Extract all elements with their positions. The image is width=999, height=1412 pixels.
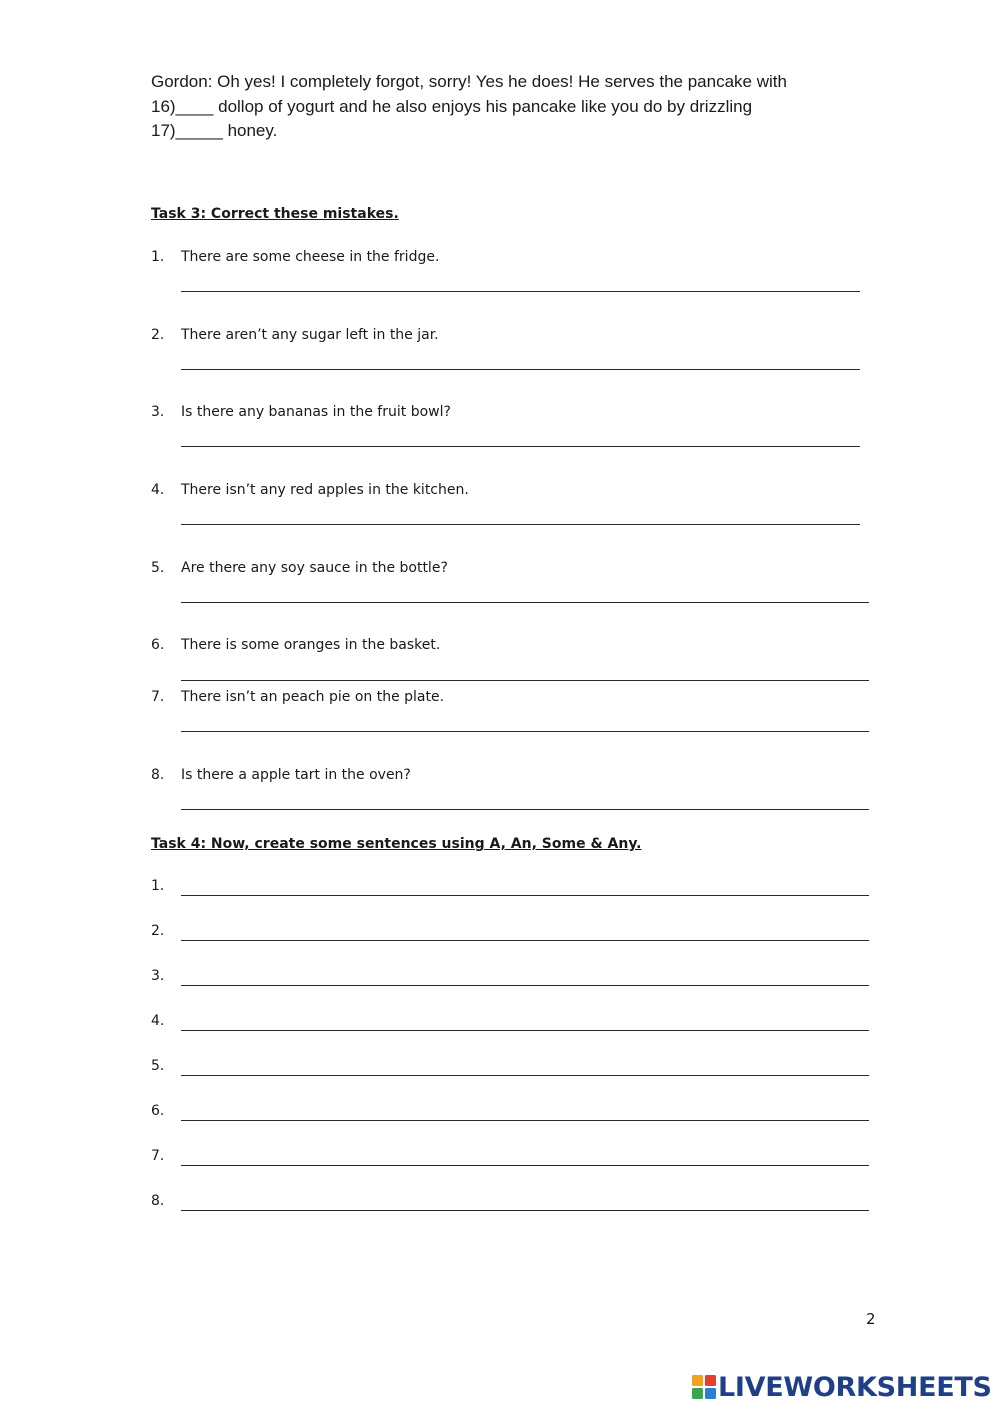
- logo-square-2: [705, 1375, 716, 1386]
- task3-item-3-sentence: Is there any bananas in the fruit bowl?: [181, 404, 451, 420]
- task3-item-4-sentence: There isn’t any red apples in the kitchen.: [181, 482, 469, 498]
- dialogue-line-3: 17)_____ honey.: [151, 121, 278, 140]
- task3-item-2-answer-line[interactable]: [181, 369, 860, 370]
- task3-item-4-answer-line[interactable]: [181, 524, 860, 525]
- task3-item-2-number: 2.: [151, 327, 165, 343]
- task4-item-6-number: 6.: [151, 1103, 165, 1119]
- task4-item-2-answer-line[interactable]: [181, 940, 869, 941]
- task4-item-7-number: 7.: [151, 1148, 165, 1164]
- task4-item-1-number: 1.: [151, 878, 165, 894]
- task3-heading: Task 3: Correct these mistakes.: [151, 206, 399, 222]
- task4-item-4-number: 4.: [151, 1013, 165, 1029]
- task4-item-7-answer-line[interactable]: [181, 1165, 869, 1166]
- task4-heading: Task 4: Now, create some sentences using A, An, Some & Any.: [151, 836, 642, 852]
- task3-item-6-sentence: There is some oranges in the basket.: [181, 637, 441, 653]
- task3-item-5-number: 5.: [151, 560, 165, 576]
- dialogue-line-1: Gordon: Oh yes! I completely forgot, sorry! Yes he does! He serves the pancake with: [151, 72, 787, 91]
- task3-item-8-answer-line[interactable]: [181, 809, 869, 810]
- page-number: 2: [866, 1310, 876, 1328]
- task3-item-1-answer-line[interactable]: [181, 291, 860, 292]
- dialogue-line-2: 16)____ dollop of yogurt and he also enjoys his pancake like you do by drizzling: [151, 96, 753, 116]
- task4-item-2-number: 2.: [151, 923, 165, 939]
- task4-item-8-number: 8.: [151, 1193, 165, 1209]
- logo-square-1: [692, 1375, 703, 1386]
- task3-item-3-answer-line[interactable]: [181, 446, 860, 447]
- task3-item-3-number: 3.: [151, 404, 165, 420]
- task4-item-5-number: 5.: [151, 1058, 165, 1074]
- task3-item-6-answer-line[interactable]: [181, 680, 869, 681]
- task4-item-5-answer-line[interactable]: [181, 1075, 869, 1076]
- task3-item-8-sentence: Is there a apple tart in the oven?: [181, 767, 411, 783]
- task3-item-7-sentence: There isn’t an peach pie on the plate.: [181, 689, 445, 705]
- task4-item-3-answer-line[interactable]: [181, 985, 869, 986]
- task4-item-4-answer-line[interactable]: [181, 1030, 869, 1031]
- dialogue-paragraph: [151, 70, 871, 144]
- task3-item-7-number: 7.: [151, 689, 165, 705]
- logo-square-4: [705, 1388, 716, 1399]
- liveworksheets-logo: [692, 1370, 992, 1404]
- task4-item-1-answer-line[interactable]: [181, 895, 869, 896]
- liveworksheets-logo-icon: [692, 1375, 716, 1399]
- task3-item-5-sentence: Are there any soy sauce in the bottle?: [181, 560, 448, 576]
- task3-item-4-number: 4.: [151, 482, 165, 498]
- task3-item-1-number: 1.: [151, 249, 165, 265]
- task4-item-8-answer-line[interactable]: [181, 1210, 869, 1211]
- task4-item-6-answer-line[interactable]: [181, 1120, 869, 1121]
- task4-item-3-number: 3.: [151, 968, 165, 984]
- liveworksheets-logo-text: LIVEWORKSHEETS: [718, 1371, 992, 1403]
- task3-item-7-answer-line[interactable]: [181, 731, 869, 732]
- task3-item-6-number: 6.: [151, 637, 165, 653]
- task3-item-5-answer-line[interactable]: [181, 602, 869, 603]
- task3-item-2-sentence: There aren’t any sugar left in the jar.: [181, 327, 439, 343]
- logo-square-3: [692, 1388, 703, 1399]
- task3-item-1-sentence: There are some cheese in the fridge.: [181, 249, 440, 265]
- task3-item-8-number: 8.: [151, 767, 165, 783]
